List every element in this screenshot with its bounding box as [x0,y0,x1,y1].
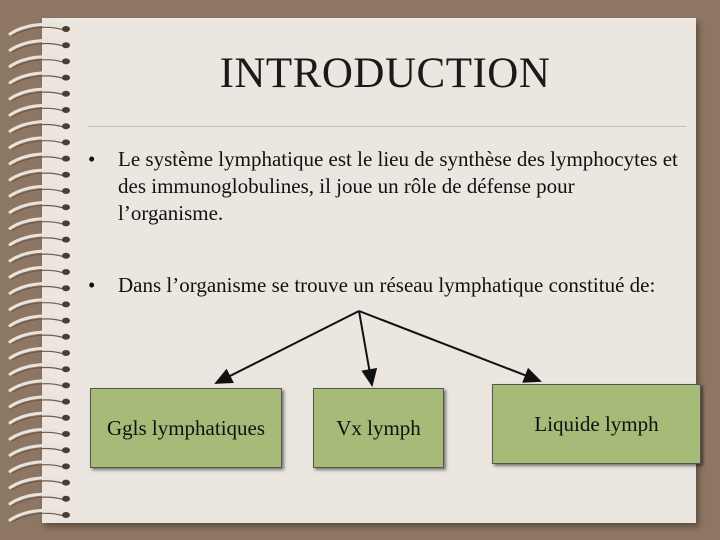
box-liquide-lymph: Liquide lymph [492,384,701,464]
bullet-text: Le système lymphatique est le lieu de synthèse des lymphocytes et des immunoglobulines, il joue un rôle de défense pour l’organisme. [118,147,678,225]
slide-title: INTRODUCTION [219,50,551,97]
arrow-to-glands [216,311,359,383]
bullet-marker: • [88,273,96,297]
bullet-marker: • [88,147,96,171]
arrow-to-vessels [359,311,372,385]
box-ggls-lymphatiques: Ggls lymphatiques [90,388,282,468]
bullet-text: Dans l’organisme se trouve un réseau lymphatique constitué de: [118,273,656,297]
box-vx-lymph: Vx lymph [313,388,444,468]
arrow-to-fluid [359,311,540,381]
